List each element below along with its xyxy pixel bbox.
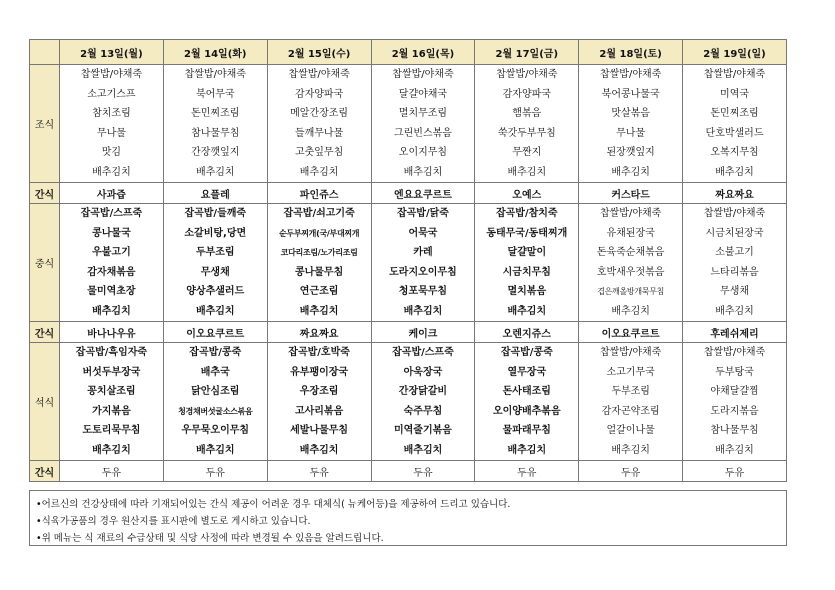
snack-cell: 짜요짜요 xyxy=(267,322,371,343)
menu-item: 멸치볶음 xyxy=(507,286,547,297)
menu-item: 찹쌀밥/야채죽 xyxy=(392,69,454,80)
meal-label: 석식 xyxy=(30,343,60,461)
menu-item: 미역국 xyxy=(720,88,750,100)
menu-cell xyxy=(163,65,267,183)
menu-item: 배추김치 xyxy=(299,444,339,456)
menu-item: 북어콩나물국 xyxy=(601,88,660,100)
snack-cell: 짜요짜요 xyxy=(683,183,787,204)
menu-cell xyxy=(371,65,475,183)
snack-cell: 케이크 xyxy=(371,322,475,343)
snack-cell: 두유 xyxy=(371,461,475,482)
menu-item: 배추김치 xyxy=(195,444,235,456)
menu-item: 세발나물무침 xyxy=(290,425,349,436)
menu-cell xyxy=(683,65,787,183)
menu-item: 도라지오이무침 xyxy=(389,266,457,278)
menu-item: 배추김치 xyxy=(195,305,235,317)
menu-item: 무짠지 xyxy=(512,147,542,158)
menu-cell xyxy=(371,343,475,461)
snack-cell: 두유 xyxy=(60,461,164,482)
menu-item: 배추김치 xyxy=(715,166,754,178)
menu-cell xyxy=(579,204,683,322)
snack-cell: 두유 xyxy=(163,461,267,482)
menu-item: 소고기스프 xyxy=(87,88,136,100)
menu-item: 돈사태조림 xyxy=(502,386,551,397)
menu-item: 청포묵무침 xyxy=(398,286,448,297)
note-line: •식육가공품의 경우 원산지를 표시판에 별도로 게시하고 있습니다. xyxy=(36,516,311,527)
snack-cell: 두유 xyxy=(579,461,683,482)
menu-item: 두부탕국 xyxy=(715,366,754,378)
header-row xyxy=(30,40,787,65)
menu-item: 오복지무침 xyxy=(710,147,759,158)
menu-item: 미역줄기볶음 xyxy=(393,425,452,436)
snack-cell: 이오요쿠르트 xyxy=(579,322,683,343)
menu-item: 소고기무국 xyxy=(606,366,655,378)
meal-label: 중식 xyxy=(30,204,60,322)
menu-item: 어묵국 xyxy=(408,227,438,239)
menu-item: 배추김치 xyxy=(92,305,131,317)
menu-item: 열무장국 xyxy=(507,366,547,378)
snack-cell: 오예스 xyxy=(475,183,579,204)
menu-item: 찹쌀밥/야채죽 xyxy=(184,69,246,80)
menu-item: 오이양배추볶음 xyxy=(492,405,561,417)
menu-item: 콩나물국 xyxy=(92,227,131,239)
menu-item: 간장닭갈비 xyxy=(398,386,448,397)
menu-item: 도라지볶음 xyxy=(710,405,759,417)
menu-item: 호박새우젓볶음 xyxy=(596,266,665,278)
menu-item: 멸치무조림 xyxy=(398,108,448,119)
menu-item: 잡곡밥/참치죽 xyxy=(495,208,558,219)
menu-item: 물미역초장 xyxy=(87,286,136,297)
note-line: •어르신의 건강상태에 따라 기재되어있는 간식 제공이 어려운 경우 대체식( 뉴케어등)을 제공하여 드리고 있습니다. xyxy=(36,499,511,510)
menu-item: 달걀말이 xyxy=(507,247,547,258)
menu-cell xyxy=(163,343,267,461)
menu-cell xyxy=(60,343,164,461)
menu-item: 감자채볶음 xyxy=(87,266,136,278)
menu-item: 찹쌀밥/야채죽 xyxy=(599,69,662,80)
menu-item: 찹쌀밥/야채죽 xyxy=(496,69,558,80)
menu-item: 달걀야채국 xyxy=(398,88,448,100)
menu-item: 유부팽이장국 xyxy=(290,366,349,378)
menu-item: 두부조림 xyxy=(195,247,235,258)
notes-box xyxy=(29,490,787,546)
menu-item: 배추김치 xyxy=(611,166,650,178)
meal-row xyxy=(30,65,787,183)
menu-item: 배추김치 xyxy=(611,444,650,456)
snack-label: 간식 xyxy=(30,183,60,204)
snack-cell: 오렌지쥬스 xyxy=(475,322,579,343)
menu-cell xyxy=(267,65,371,183)
menu-item: 메알간장조림 xyxy=(290,108,349,119)
menu-item: 햄볶음 xyxy=(512,108,542,119)
menu-item: 된장깻잎지 xyxy=(606,147,655,158)
note-line: •위 메뉴는 식 재료의 수급상태 및 식당 사정에 따라 변경될 수 있음을 알려드립니다. xyxy=(36,533,384,544)
meal-label: 조식 xyxy=(30,65,60,183)
menu-item: 무나물 xyxy=(96,127,126,139)
menu-item: 잡곡밥/스프죽 xyxy=(392,347,454,358)
menu-item: 숙주무침 xyxy=(403,405,443,417)
menu-item: 돈민찌조림 xyxy=(191,108,240,119)
menu-item: 도토리묵무침 xyxy=(82,425,141,436)
menu-item: 배추김치 xyxy=(507,305,547,317)
menu-cell xyxy=(267,343,371,461)
menu-item: 닭안심조림 xyxy=(191,386,240,397)
menu-cell xyxy=(371,204,475,322)
snack-cell: 두유 xyxy=(267,461,371,482)
menu-item: 무나물 xyxy=(616,127,646,139)
menu-item: 배추김치 xyxy=(403,305,443,317)
menu-item: 소불고기 xyxy=(715,247,754,258)
snack-cell: 파인쥬스 xyxy=(267,183,371,204)
menu-item: 맛김 xyxy=(101,147,122,158)
menu-item: 겹은깨올방개묵무침 xyxy=(597,287,665,296)
day-header: 2월 17일(금) xyxy=(475,40,579,65)
menu-item: 카레 xyxy=(413,247,433,258)
menu-item: 감자양파국 xyxy=(502,88,551,100)
day-header: 2월 14일(화) xyxy=(163,40,267,65)
menu-item: 간장깻잎지 xyxy=(191,147,240,158)
snack-label: 간식 xyxy=(30,461,60,482)
menu-item: 고사리볶음 xyxy=(294,405,344,417)
menu-item: 들깨무나물 xyxy=(294,127,344,139)
snack-cell: 후레쉬제리 xyxy=(683,322,787,343)
corner-cell xyxy=(30,40,60,65)
menu-cell xyxy=(475,65,579,183)
menu-item: 순두부찌개(국/부대찌개 xyxy=(278,228,360,238)
menu-item: 찹쌀밥/야채죽 xyxy=(599,347,662,358)
menu-item: 야채달걀찜 xyxy=(710,386,759,397)
snack-cell: 커스타드 xyxy=(579,183,683,204)
menu-item: 코다리조림/노가리조림 xyxy=(280,248,358,257)
menu-item: 배추김치 xyxy=(507,166,547,178)
menu-item: 두부조림 xyxy=(611,386,650,397)
menu-item: 잡곡밥/스프죽 xyxy=(80,208,143,219)
menu-item: 시금치된장국 xyxy=(705,227,764,239)
menu-cell xyxy=(60,65,164,183)
menu-item: 연근조림 xyxy=(299,286,339,297)
menu-item: 무생채 xyxy=(200,266,230,278)
menu-item: 배추김치 xyxy=(611,305,650,317)
menu-item: 느타리볶음 xyxy=(710,266,759,278)
menu-item: 배추김치 xyxy=(715,305,754,317)
menu-item: 배추김치 xyxy=(403,444,443,456)
menu-item: 잡곡밥/콩죽 xyxy=(189,347,242,358)
menu-item: 콩나물무침 xyxy=(294,266,344,278)
menu-item: 잡곡밥/콩죽 xyxy=(500,347,553,358)
menu-item: 소갈비탕,당면 xyxy=(184,227,247,239)
snack-cell: 사과즙 xyxy=(60,183,164,204)
snack-cell: 요플레 xyxy=(163,183,267,204)
menu-item: 배추김치 xyxy=(92,166,131,178)
menu-item: 잡곡밥/호박죽 xyxy=(288,347,350,358)
menu-item: 양상추샐러드 xyxy=(186,286,245,297)
day-header: 2월 19일(일) xyxy=(683,40,787,65)
menu-cell xyxy=(475,343,579,461)
menu-item: 찹쌀밥/야채죽 xyxy=(599,208,662,219)
menu-item: 우무묵오이무침 xyxy=(181,425,250,436)
day-header: 2월 18일(토) xyxy=(579,40,683,65)
menu-cell xyxy=(267,204,371,322)
menu-cell xyxy=(683,204,787,322)
snack-cell: 바나나우유 xyxy=(60,322,164,343)
snack-cell: 이오요쿠르트 xyxy=(163,322,267,343)
menu-item: 청경채버섯굴소스볶음 xyxy=(178,406,253,416)
menu-item: 동태무국/동태찌개 xyxy=(486,227,568,239)
menu-item: 배추김치 xyxy=(299,166,339,178)
menu-item: 물파래무침 xyxy=(502,425,551,436)
menu-item: 유채된장국 xyxy=(606,227,655,239)
menu-item: 감자양파국 xyxy=(294,88,344,100)
menu-item: 감자곤약조림 xyxy=(601,405,660,417)
menu-item: 배추김치 xyxy=(299,305,339,317)
menu-item: 쑥갓두부무침 xyxy=(497,127,556,139)
menu-item: 잡곡밥/흑임자죽 xyxy=(75,347,148,358)
day-header: 2월 13일(월) xyxy=(60,40,164,65)
menu-item: 참나물무침 xyxy=(710,425,759,436)
snack-row xyxy=(30,461,787,482)
snack-cell: 두유 xyxy=(683,461,787,482)
menu-item: 찹쌀밥/야채죽 xyxy=(703,69,766,80)
menu-item: 배추김치 xyxy=(507,444,547,456)
menu-item: 배추국 xyxy=(200,366,230,378)
day-header: 2월 15일(수) xyxy=(267,40,371,65)
menu-item: 찹쌀밥/야채죽 xyxy=(703,347,766,358)
menu-item: 맛살볶음 xyxy=(611,108,650,119)
snack-cell: 엔요요쿠르트 xyxy=(371,183,475,204)
menu-item: 참나물무침 xyxy=(191,127,240,139)
menu-item: 그린빈스볶음 xyxy=(393,127,452,139)
menu-item: 가지볶음 xyxy=(92,405,131,417)
menu-cell xyxy=(683,343,787,461)
menu-item: 아욱장국 xyxy=(403,366,443,378)
menu-item: 배추김치 xyxy=(403,166,443,178)
menu-item: 우불고기 xyxy=(92,247,131,258)
menu-item: 참치조림 xyxy=(92,108,131,119)
weekly-menu-table xyxy=(29,39,787,482)
menu-item: 단호박샐러드 xyxy=(705,127,764,139)
snack-row xyxy=(30,322,787,343)
menu-cell xyxy=(60,204,164,322)
menu-item: 배추김치 xyxy=(715,444,754,456)
snack-cell: 두유 xyxy=(475,461,579,482)
menu-cell xyxy=(163,204,267,322)
menu-item: 돈육죽순채볶음 xyxy=(596,247,665,258)
menu-item: 찹쌀밥/야채죽 xyxy=(288,69,350,80)
menu-item: 배추김치 xyxy=(92,444,131,456)
menu-item: 잡곡밥/들깨죽 xyxy=(184,208,247,219)
menu-item: 버섯두부장국 xyxy=(82,366,141,378)
snack-label: 간식 xyxy=(30,322,60,343)
menu-item: 고춧잎무침 xyxy=(294,147,344,158)
menu-item: 배추김치 xyxy=(195,166,235,178)
menu-cell xyxy=(579,65,683,183)
menu-item: 찹쌀밥/야채죽 xyxy=(703,208,766,219)
menu-item: 찹쌀밥/야채죽 xyxy=(80,69,143,80)
menu-item: 우장조림 xyxy=(299,386,339,397)
menu-item: 꽁치살조림 xyxy=(87,386,136,397)
snack-row xyxy=(30,183,787,204)
meal-row xyxy=(30,204,787,322)
menu-item: 북어무국 xyxy=(195,88,235,100)
meal-row xyxy=(30,343,787,461)
menu-item: 잡곡밥/닭죽 xyxy=(396,208,449,219)
menu-item: 얼갈이나물 xyxy=(606,425,655,436)
menu-cell xyxy=(475,204,579,322)
menu-item: 오이지무침 xyxy=(398,147,448,158)
menu-item: 잡곡밥/쇠고기죽 xyxy=(283,208,355,219)
menu-item: 시금치무침 xyxy=(502,266,551,278)
day-header: 2월 16일(목) xyxy=(371,40,475,65)
menu-item: 돈민찌조림 xyxy=(710,108,759,119)
menu-item: 무생채 xyxy=(720,286,750,297)
menu-cell xyxy=(579,343,683,461)
